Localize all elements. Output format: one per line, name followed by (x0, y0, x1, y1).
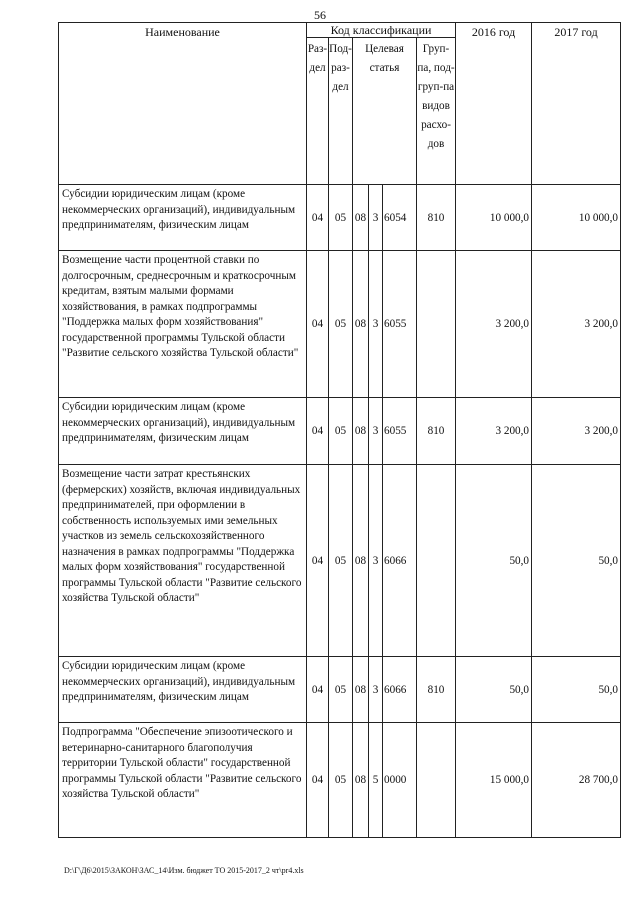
table-row (59, 465, 621, 657)
budget-table (58, 22, 621, 838)
cell-cs2: 3 (369, 657, 383, 723)
row-name: Субсидии юридическим лицам (кроме некоммерческих организаций), индивидуальным предпринимателям, физическим лицам (59, 398, 307, 465)
row-name: Возмещение части затрат крестьянских (фермерских) хозяйств, включая индивидуальных предпринимателей, при оформлении в собственность используемых ими земельных участков из земель сельскохозяйственного назначения в рамках подпрограммы "Поддержка малых форм хозяйствования" государственной программы Тульской области "Развитие сельского хозяйства Тульской области" (59, 465, 307, 657)
cell-cs1: 08 (353, 398, 369, 465)
cell-razdel: 04 (307, 723, 329, 838)
cell-vr: 810 (417, 398, 456, 465)
cell-cs3: 6066 (383, 657, 417, 723)
cell-2016: 3 200,0 (456, 398, 532, 465)
cell-cs2: 3 (369, 251, 383, 398)
header-year-2016: 2016 год (456, 23, 532, 185)
cell-podrazdel: 05 (329, 723, 353, 838)
cell-cs1: 08 (353, 185, 369, 251)
cell-vr: 810 (417, 657, 456, 723)
table-row (59, 723, 621, 838)
cell-2016: 50,0 (456, 465, 532, 657)
cell-podrazdel: 05 (329, 185, 353, 251)
table-row (59, 657, 621, 723)
header-year-2017: 2017 год (532, 23, 621, 185)
cell-cs3: 6054 (383, 185, 417, 251)
header-code-group: Код классификации (307, 23, 456, 38)
cell-2016: 3 200,0 (456, 251, 532, 398)
row-name: Субсидии юридическим лицам (кроме некоммерческих организаций), индивидуальным предпринимателям, физическим лицам (59, 657, 307, 723)
page-number: 56 (314, 8, 326, 22)
cell-razdel: 04 (307, 251, 329, 398)
cell-2017: 28 700,0 (532, 723, 621, 838)
cell-cs2: 3 (369, 398, 383, 465)
cell-vr (417, 723, 456, 838)
header-row-1 (59, 23, 621, 38)
cell-cs2: 3 (369, 185, 383, 251)
table-row (59, 251, 621, 398)
cell-razdel: 04 (307, 185, 329, 251)
row-name: Возмещение части процентной ставки по долгосрочным, среднесрочным и краткосрочным кредитам, взятым малыми формами хозяйствования, в рамках подпрограммы "Поддержка малых форм хозяйствования" государственной программы Тульской области "Развитие сельского хозяйства Тульской области" (59, 251, 307, 398)
cell-vr: 810 (417, 185, 456, 251)
header-target-article: Целевая статья (353, 38, 417, 185)
cell-cs2: 5 (369, 723, 383, 838)
footer-file-path: D:\Г\Д6\2015\ЗАКОН\ЗАС_14\Изм. бюджет ТО 2015-2017_2 чт\pr4.xls (64, 866, 304, 875)
cell-vr (417, 251, 456, 398)
header-section: Раз-дел (307, 38, 329, 185)
table-row (59, 398, 621, 465)
cell-vr (417, 465, 456, 657)
cell-2016: 50,0 (456, 657, 532, 723)
cell-cs3: 0000 (383, 723, 417, 838)
cell-podrazdel: 05 (329, 657, 353, 723)
cell-cs3: 6055 (383, 251, 417, 398)
cell-cs1: 08 (353, 657, 369, 723)
cell-cs3: 6066 (383, 465, 417, 657)
cell-cs1: 08 (353, 251, 369, 398)
cell-2016: 15 000,0 (456, 723, 532, 838)
cell-2017: 3 200,0 (532, 251, 621, 398)
cell-cs2: 3 (369, 465, 383, 657)
header-subsection: Под-раз-дел (329, 38, 353, 185)
cell-2017: 10 000,0 (532, 185, 621, 251)
cell-cs3: 6055 (383, 398, 417, 465)
cell-cs1: 08 (353, 723, 369, 838)
cell-razdel: 04 (307, 465, 329, 657)
cell-podrazdel: 05 (329, 465, 353, 657)
cell-razdel: 04 (307, 657, 329, 723)
cell-razdel: 04 (307, 398, 329, 465)
row-name: Субсидии юридическим лицам (кроме некоммерческих организаций), индивидуальным предпринимателям, физическим лицам (59, 185, 307, 251)
cell-podrazdel: 05 (329, 398, 353, 465)
row-name: Подпрограмма "Обеспечение эпизоотического и ветеринарно-санитарного благополучия территории Тульской области" государственной программы Тульской области "Развитие сельского хозяйства Тульской области" (59, 723, 307, 838)
cell-2016: 10 000,0 (456, 185, 532, 251)
header-name: Наименование (59, 23, 307, 185)
cell-2017: 3 200,0 (532, 398, 621, 465)
header-expense-group: Груп-па, под-груп-па видов расхо-дов (417, 38, 456, 185)
cell-2017: 50,0 (532, 465, 621, 657)
cell-cs1: 08 (353, 465, 369, 657)
cell-podrazdel: 05 (329, 251, 353, 398)
table-row (59, 185, 621, 251)
cell-2017: 50,0 (532, 657, 621, 723)
